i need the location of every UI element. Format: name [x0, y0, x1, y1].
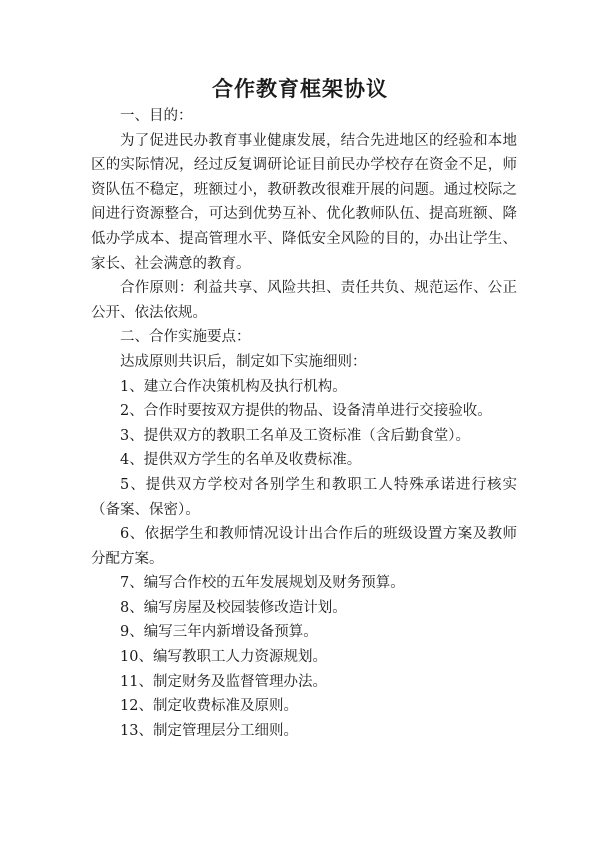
document-title: 合作教育框架协议 [212, 76, 388, 101]
list-item: 1、建立合作决策机构及执行机构。 [120, 378, 347, 395]
paragraph-purpose: 为了促进民办教育事业健康发展，结合先进地区的经验和本地区的实际情况，经过反复调研论证目前民办学校存在资金不足，师资队伍不稳定，班额过小，教研教改很难开展的问题。通过校际之间进行资源整合，可达到优势互补、优化教师队伍、提高班额、降低办学成本、提高管理水平、降低安全风险的目的，办出让学生、家长、社会满意的教育。 [91, 132, 517, 272]
list-item: 4、提供双方学生的名单及收费标准。 [120, 452, 362, 469]
list-item: 8、编写房屋及校园装修改造计划。 [120, 599, 347, 616]
list-item: 7、编写合作校的五年发展规划及财务预算。 [120, 575, 405, 592]
document-body [91, 104, 517, 743]
section-heading-purpose: 一、目的： [120, 108, 193, 124]
paragraph-principles: 合作原则：利益共享、风险共担、责任共负、规范运作、公正公开、依法依规。 [91, 280, 517, 321]
list-item: 2、合作时要按双方提供的物品、设备清单进行交接验收。 [120, 403, 492, 420]
list-item: 5、提供双方学校对各别学生和教职工人特殊承诺进行核实（备案、保密）。 [91, 476, 517, 518]
list-item: 13、制定管理层分工细则。 [120, 722, 298, 739]
list-item: 11、制定财务及监督管理办法。 [120, 673, 327, 690]
list-item: 6、依据学生和教师情况设计出合作后的班级设置方案及教师分配方案。 [91, 526, 517, 567]
section-heading-implementation: 二、合作实施要点： [120, 329, 251, 346]
list-item: 10、编写教职工人力资源规划。 [120, 649, 327, 666]
list-item: 9、编写三年内新增设备预算。 [120, 624, 318, 641]
list-item: 12、制定收费标准及原则。 [120, 698, 298, 715]
paragraph-intro: 达成原则共识后，制定如下实施细则： [120, 353, 367, 370]
list-item: 3、提供双方的教职工名单及工资标准（含后勤食堂）。 [120, 427, 470, 444]
